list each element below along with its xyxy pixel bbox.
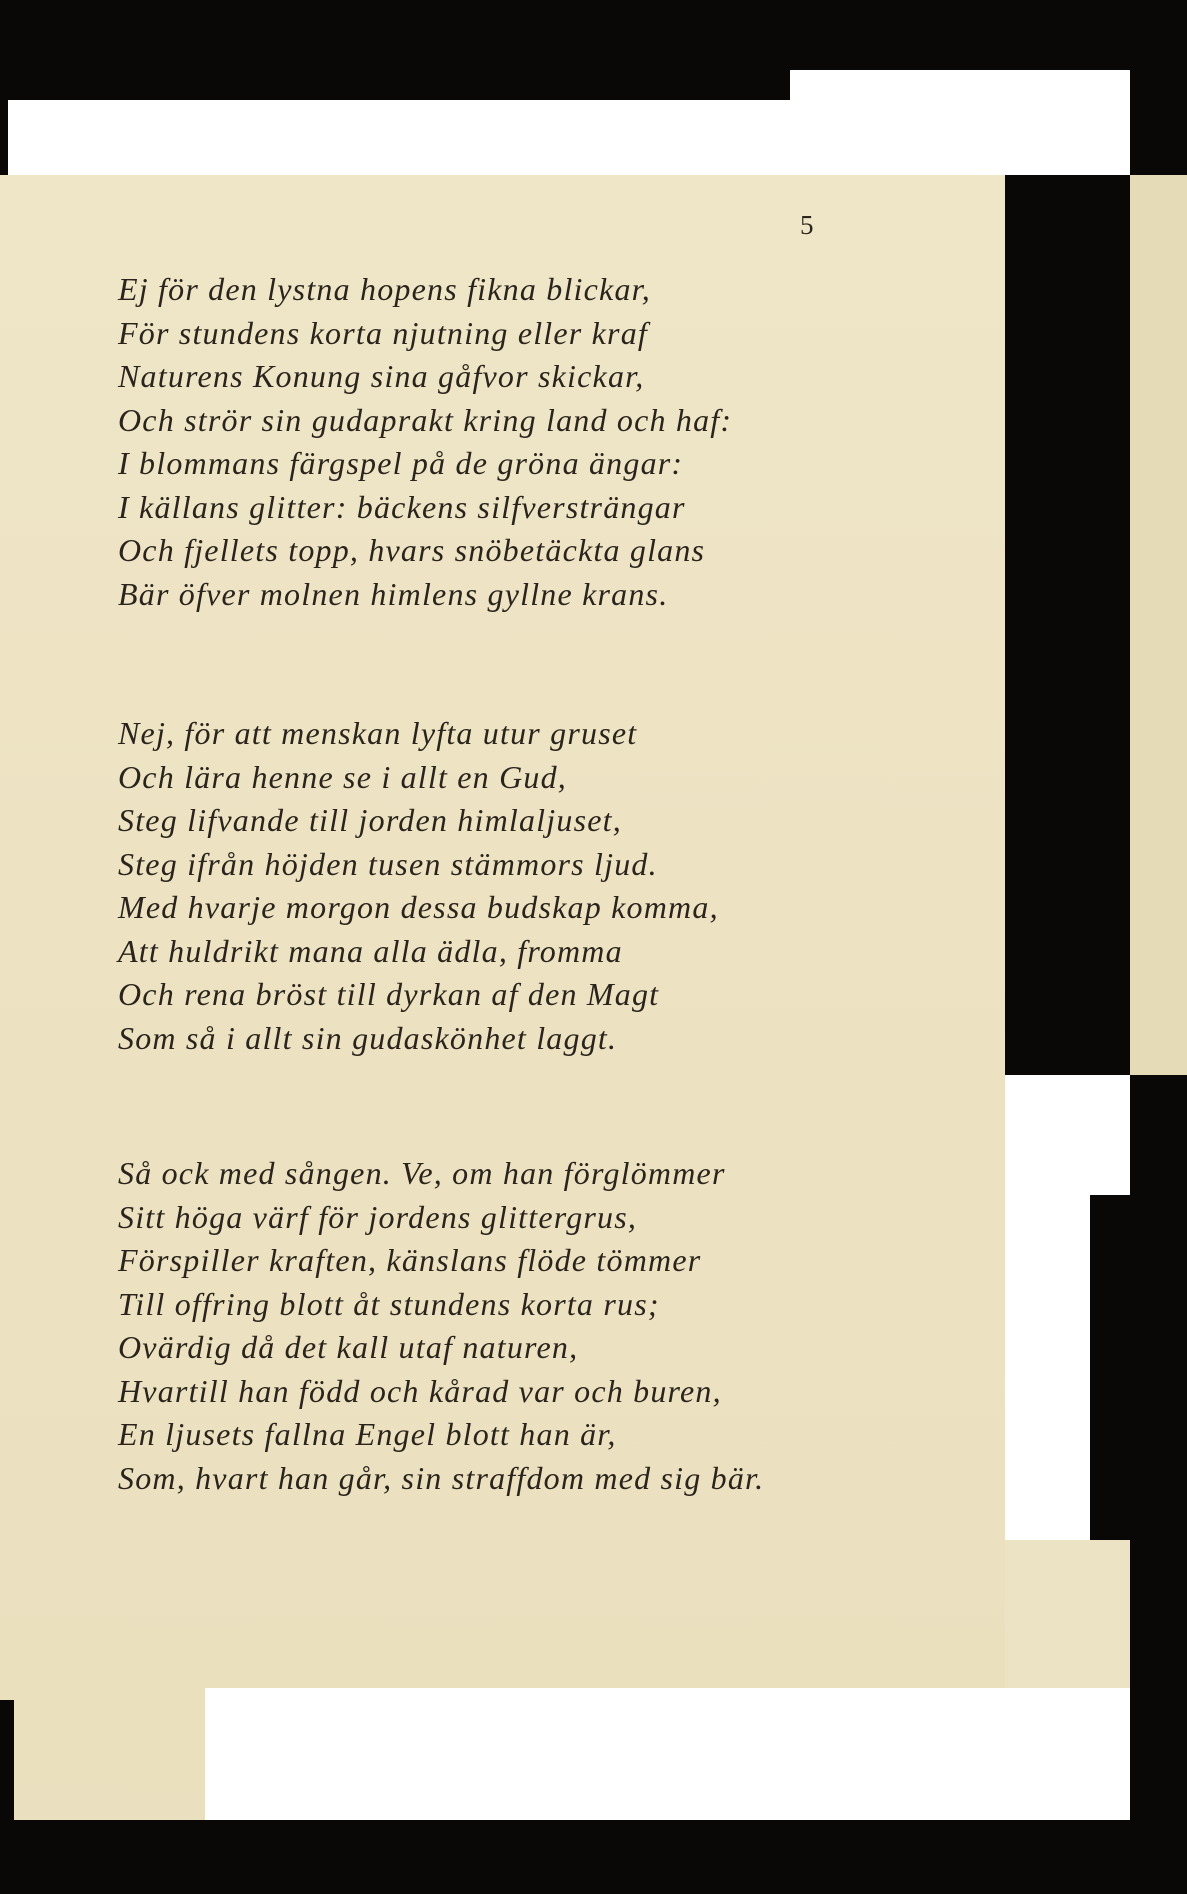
verse-line: I blommans färgspel på de gröna ängar: xyxy=(118,445,684,481)
verse-line: Sitt höga värf för jordens glittergrus, xyxy=(118,1198,638,1235)
stanza-1 xyxy=(118,268,732,616)
verse-line: För stundens korta njutning eller kraf xyxy=(118,314,649,351)
verse-line: Så ock med sången. Ve, om han förglömmer xyxy=(118,1155,726,1191)
verse-line: Och rena bröst till dyrkan af den Magt xyxy=(118,976,660,1012)
redaction-patch-top-right xyxy=(790,70,1130,175)
scan-background-bottom xyxy=(0,1820,1187,1894)
stanza-2 xyxy=(118,712,719,1060)
verse-line: I källans glitter: bäckens silfversträngar xyxy=(118,488,686,525)
verse-line: Ej för den lystna hopens fikna blickar, xyxy=(118,271,651,307)
verse-line: Bär öfver molnen himlens gyllne krans. xyxy=(118,575,669,612)
verse-line: Och strör sin gudaprakt kring land och haf: xyxy=(118,401,733,438)
verse-line: Ovärdig då det kall utaf naturen, xyxy=(118,1329,579,1365)
verse-line: Som så i allt sin gudaskönhet laggt. xyxy=(118,1019,618,1056)
scan-background-right-upper xyxy=(1005,175,1130,1075)
verse-line: Till offring blott åt stundens korta rus; xyxy=(118,1285,660,1322)
verse-line: Naturens Konung sina gåfvor skickar, xyxy=(118,358,645,394)
stanza-3 xyxy=(118,1152,764,1500)
verse-line: Nej, för att menskan lyfta utur gruset xyxy=(118,715,638,751)
binding-mark xyxy=(0,1700,14,1820)
page-number: 5 xyxy=(800,210,814,240)
verse-line: Och fjellets topp, hvars snöbetäckta glans xyxy=(118,532,706,568)
verse-line: Och lära henne se i allt en Gud, xyxy=(118,758,567,795)
scan-background-right-gap xyxy=(1090,1195,1130,1540)
verse-line: Hvartill han född och kårad var och buren, xyxy=(118,1372,722,1409)
redaction-patch-bottom xyxy=(205,1688,1130,1820)
verse-line: Förspiller kraften, känslans flöde tömmer xyxy=(118,1242,702,1278)
verse-line: Steg ifrån höjden tusen stämmors ljud. xyxy=(118,845,658,882)
verse-line: Steg lifvande till jorden himlaljuset, xyxy=(118,802,622,838)
verse-line: Med hvarje morgon dessa budskap komma, xyxy=(118,889,719,925)
redaction-patch-right-lower xyxy=(1005,1195,1090,1540)
redaction-patch-right-middle xyxy=(1005,1075,1130,1195)
verse-line: Som, hvart han går, sin straffdom med sig bär. xyxy=(118,1459,765,1496)
verse-line: Att huldrikt mana alla ädla, fromma xyxy=(118,932,623,969)
verse-line: En ljusets fallna Engel blott han är, xyxy=(118,1416,617,1452)
